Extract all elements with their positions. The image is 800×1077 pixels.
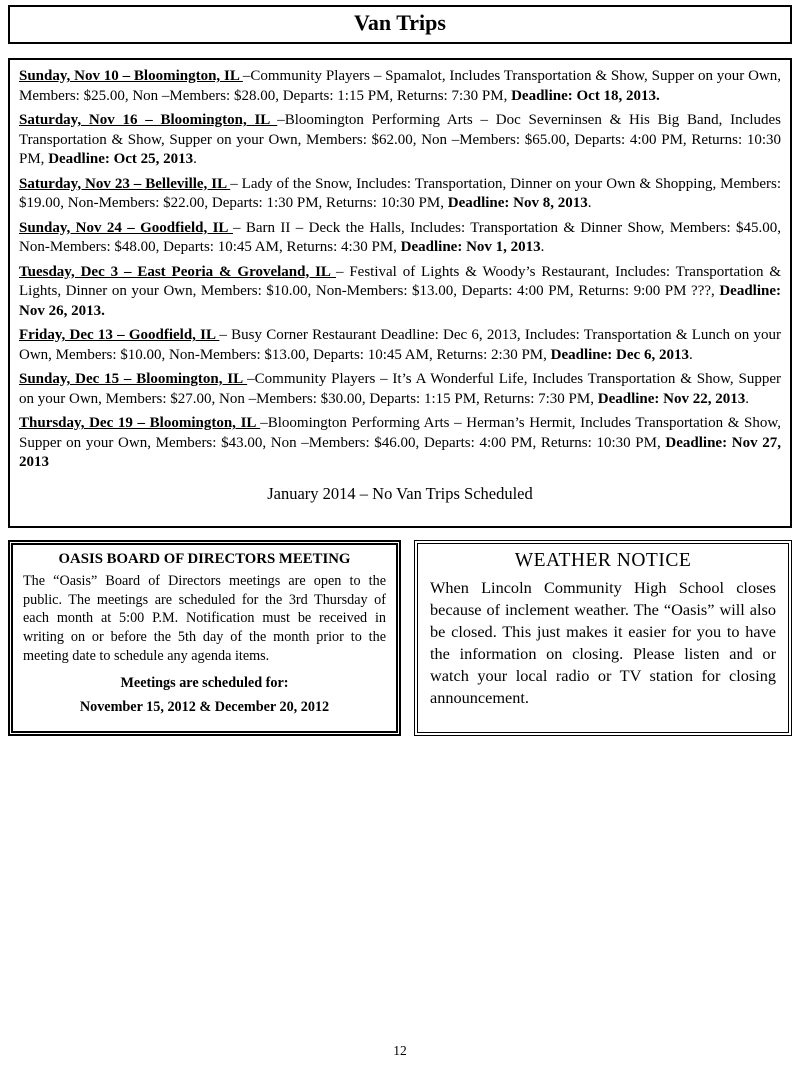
trip-item xyxy=(19,263,781,322)
trip-tail: . xyxy=(540,239,545,255)
weather-notice xyxy=(414,540,792,736)
board-meeting-title: OASIS BOARD OF DIRECTORS MEETING xyxy=(58,550,351,567)
trip-item xyxy=(19,111,781,170)
trip-body: –Bloomington Performing Arts – Doc Severninsen & His Big Band, Includes Transportation & Show, Supper on your Own, Members: $62.00, Non –Members: $65.00, Departs: 4:00 PM, Returns: 10:30 PM, xyxy=(19,112,781,167)
trip-heading: Saturday, Nov 23 – Belleville, IL xyxy=(19,175,231,192)
van-trips-list xyxy=(8,58,792,528)
trip-deadline: Deadline: Nov 8, 2013 xyxy=(447,195,588,211)
no-trips-note: January 2014 – No Van Trips Scheduled xyxy=(267,483,533,503)
trip-item xyxy=(19,67,781,106)
weather-notice-title: WEATHER NOTICE xyxy=(514,549,692,571)
trip-body: – Busy Corner Restaurant Deadline: Dec 6, 2013, Includes: Transportation & Lunch on your Own, Members: $10.00, Non-Members: $13.00, Departs: 10:45 AM, Returns: 2:30 PM, xyxy=(19,327,781,363)
trip-deadline: Deadline: Nov 26, 2013. xyxy=(19,283,781,319)
trip-heading: Sunday, Dec 15 – Bloomington, IL xyxy=(19,371,248,387)
trip-body: –Community Players – Spamalot, Includes Transportation & Show, Supper on your Own, Members: $25.00, Non –Members: $28.00, Departs: 1:15 PM, Returns: 7:30 PM, xyxy=(19,68,782,104)
board-schedule-label: Meetings are scheduled for: xyxy=(120,674,289,691)
trip-heading: Tuesday, Dec 3 – East Peoria & Groveland, IL xyxy=(19,263,336,280)
board-meeting-notice xyxy=(8,540,401,736)
trip-item xyxy=(19,370,781,409)
trip-tail: . xyxy=(193,151,197,167)
trip-heading: Saturday, Nov 16 – Bloomington, IL xyxy=(19,112,278,128)
trip-body: –Bloomington Performing Arts – Herman’s Hermit, Includes Transportation & Show, Supper on your Own, Members: $43.00, Non –Members: $46.00, Departs: 4:00 PM, Returns: 10:30 PM, xyxy=(19,415,781,451)
trip-deadline: Deadline: Oct 18, 2013. xyxy=(511,87,660,104)
trip-body: – Festival of Lights & Woody’s Restaurant, Includes: Transportation & Lights, Dinner on your Own, Members: $10.00, Non-Members: $13.00, Departs: 4:00 PM, Returns: 9:00 PM ???, xyxy=(19,263,781,299)
page-title: Van Trips xyxy=(8,5,792,44)
trip-heading: Friday, Dec 13 – Goodfield, IL xyxy=(19,327,220,343)
page-number: 12 xyxy=(393,1043,407,1058)
trip-deadline: Deadline: Oct 25, 2013 xyxy=(48,151,194,167)
trip-tail: . xyxy=(688,346,693,363)
trip-heading: Thursday, Dec 19 – Bloomington, IL xyxy=(19,415,261,431)
trip-tail: . xyxy=(587,195,592,211)
trip-item xyxy=(19,219,781,258)
trip-body: –Community Players – It’s A Wonderful Life, Includes Transportation & Show, Supper on your Own, Members: $27.00, Non –Members: $30.00, Departs: 1:15 PM, Returns: 7:30 PM, xyxy=(19,371,781,407)
board-schedule-dates: November 15, 2012 & December 20, 2012 xyxy=(79,698,330,715)
trip-deadline: Deadline: Nov 27, 2013 xyxy=(19,434,782,470)
trip-item xyxy=(19,326,781,365)
trip-body: – Lady of the Snow, Includes: Transportation, Dinner on your Own & Shopping, Members: $19.00, Non-Members: $22.00, Departs: 1:30 PM, Returns: 10:30 PM, xyxy=(19,175,781,211)
trip-heading: Sunday, Nov 10 – Bloomington, IL xyxy=(19,68,243,84)
trip-deadline: Deadline: Dec 6, 2013 xyxy=(550,346,689,363)
trip-deadline: Deadline: Nov 1, 2013 xyxy=(400,239,541,255)
trip-tail: . xyxy=(745,390,749,407)
trip-item xyxy=(19,414,781,473)
trip-deadline: Deadline: Nov 22, 2013 xyxy=(597,390,746,407)
trip-item xyxy=(19,175,781,214)
weather-notice-body: When Lincoln Community High School closes because of inclement weather. The “Oasis” will also be closed. This just makes it easier for you to have the information on closing. Please listen and or watch your local radio or TV station for closing announcement. xyxy=(430,577,776,707)
trip-heading: Sunday, Nov 24 – Goodfield, IL xyxy=(19,219,233,236)
bottom-notices-row xyxy=(8,540,792,736)
trip-body: – Barn II – Deck the Halls, Includes: Transportation & Dinner Show, Members: $45.00, Non-Members: $48.00, Departs: 10:45 AM, Returns: 4:30 PM, xyxy=(19,219,781,255)
board-meeting-body: The “Oasis” Board of Directors meetings are open to the public. The meetings are scheduled for the 3rd Thursday of each month at 5:00 P.M. Notification must be received in writing on or before the 5th day of the month prior to the meeting date to schedule any agenda items. xyxy=(23,572,386,664)
